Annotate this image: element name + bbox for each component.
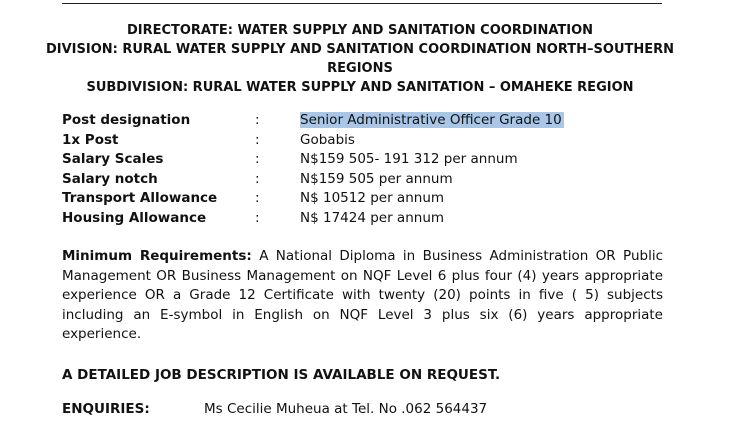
detail-label: Post designation (62, 112, 191, 128)
job-description-notice: A DETAILED JOB DESCRIPTION IS AVAILABLE ON REQUEST. (62, 367, 501, 383)
detail-label: Salary notch (62, 170, 158, 187)
top-rule (62, 3, 662, 4)
division-heading-line2: REGIONS (327, 61, 393, 76)
detail-value: N$159 505 per annum (300, 170, 453, 187)
enquiries-contact: Ms Cecilie Muheua at Tel. No .062 564437 (204, 401, 488, 417)
minimum-requirements-paragraph (62, 247, 663, 345)
detail-row-housing-allowance (62, 209, 682, 229)
division-heading-line1: DIVISION: RURAL WATER SUPPLY AND SANITATION COORDINATION NORTH–SOUTHERN (45, 42, 675, 57)
requirements-text: A National Diploma in Business Administration OR Public Management OR Business Management on NQF Level 6 plus four (4) years appropriate experience OR a Grade 12 Certificate with twenty (20) points in five ( 5) subjects including an E-symbol in English on NQF Level 3 plus six (6) years appropriate experience. (62, 248, 663, 343)
detail-value: N$159 505- 191 312 per annum (300, 151, 518, 168)
detail-separator: : (255, 190, 260, 207)
detail-separator: : (255, 151, 260, 168)
directorate-heading: DIRECTORATE: WATER SUPPLY AND SANITATION COORDINATION (126, 23, 594, 38)
detail-separator: : (255, 170, 260, 187)
detail-label: 1x Post (62, 131, 119, 148)
detail-label: Housing Allowance (62, 209, 207, 226)
detail-separator: : (255, 131, 260, 148)
detail-row-salary-notch (62, 170, 682, 190)
detail-row-transport-allowance (62, 189, 682, 209)
detail-value: N$ 10512 per annum (300, 190, 445, 207)
detail-value: Gobabis (300, 131, 355, 148)
requirements-title: Minimum Requirements: (62, 248, 252, 264)
selected-text-highlight[interactable]: Senior Administrative Officer Grade 10 (300, 112, 562, 128)
document-header (40, 21, 680, 97)
detail-row-post-designation (62, 111, 682, 131)
detail-separator: : (255, 209, 260, 226)
post-details (62, 111, 682, 229)
detail-label: Transport Allowance (62, 190, 218, 207)
detail-row-salary-scales (62, 150, 682, 170)
enquiries-label: ENQUIRIES: (62, 401, 150, 417)
detail-row-post-count (62, 131, 682, 151)
detail-value: N$ 17424 per annum (300, 209, 445, 226)
subdivision-heading: SUBDIVISION: RURAL WATER SUPPLY AND SANITATION – OMAHEKE REGION (86, 80, 634, 95)
detail-label: Salary Scales (62, 151, 164, 168)
detail-separator: : (255, 112, 260, 128)
detail-value (300, 111, 564, 131)
